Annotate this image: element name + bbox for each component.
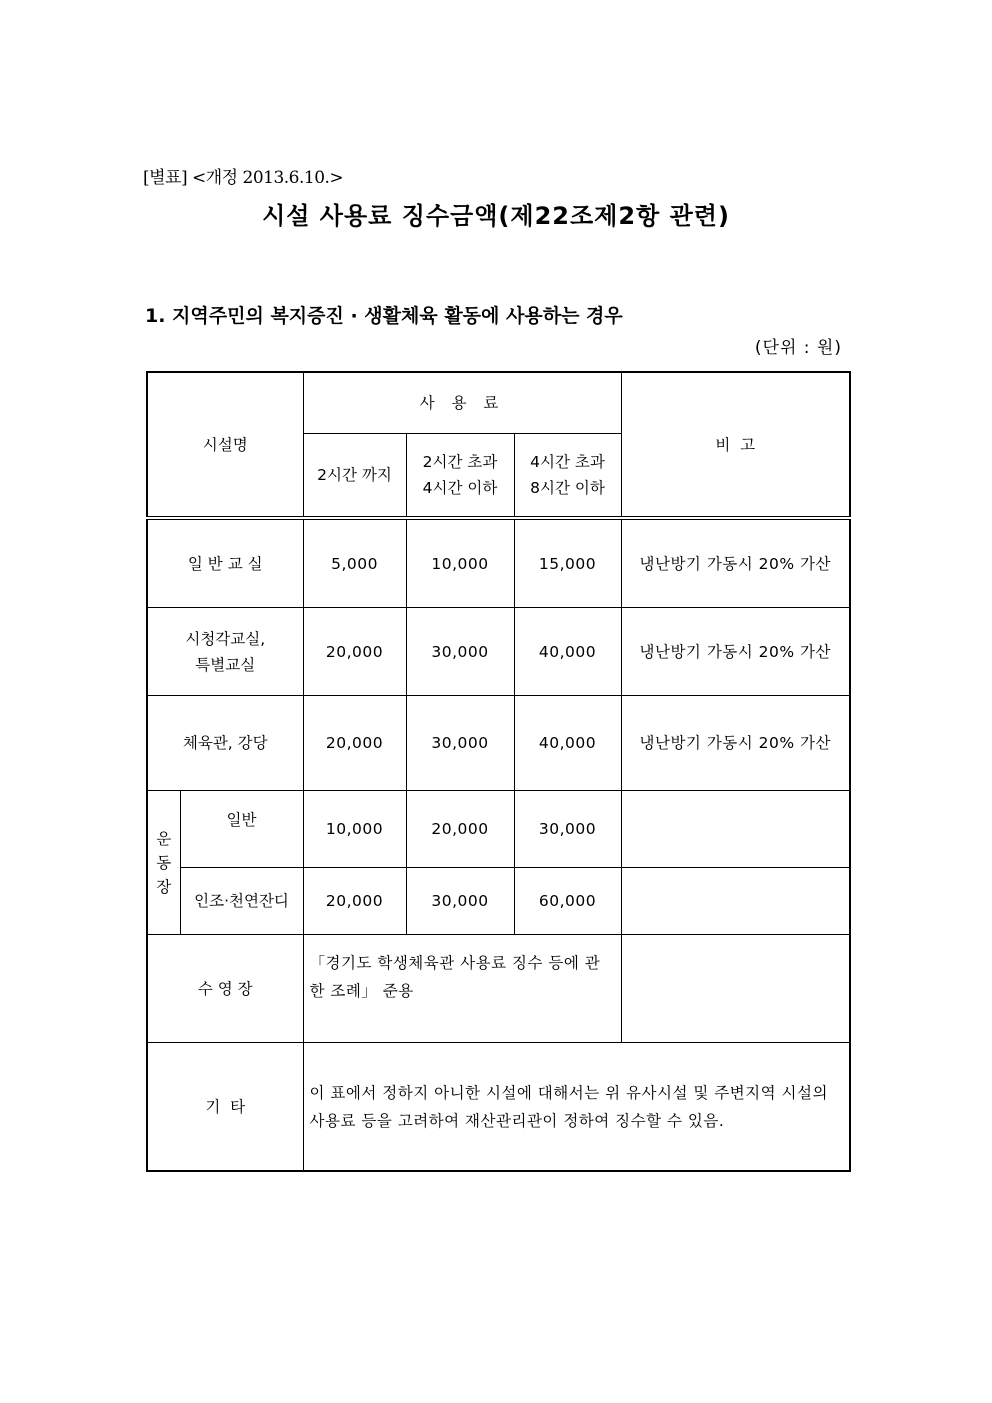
fee-cell: 15,000 (514, 518, 621, 608)
unit-label: (단위 : 원) (754, 338, 842, 358)
fee-cell: 10,000 (406, 518, 514, 608)
table-row (147, 696, 850, 791)
playground-label-char: 운 (156, 829, 172, 848)
section-heading: 1. 지역주민의 복지증진 · 생활체육 활동에 사용하는 경우 (145, 305, 623, 327)
fee-cell: 30,000 (406, 868, 514, 935)
playground-label-char: 동 (156, 853, 172, 872)
period-2-line2: 4시간 이하 (422, 479, 498, 497)
header-period-3 (514, 434, 621, 519)
facility-name-line1: 시청각교실, (185, 629, 266, 648)
fee-cell: 20,000 (303, 868, 406, 935)
remarks-cell (621, 791, 850, 868)
playground-label-char: 장 (156, 877, 172, 896)
header-remarks: 비 고 (621, 372, 850, 518)
table-row (147, 791, 850, 868)
fee-table (146, 371, 851, 1172)
fee-cell: 30,000 (406, 696, 514, 791)
period-3-line2: 8시간 이하 (530, 479, 605, 497)
fee-cell: 30,000 (514, 791, 621, 868)
playground-group-label (147, 791, 180, 935)
fee-cell: 60,000 (514, 868, 621, 935)
table-row (147, 1043, 850, 1172)
page-title: 시설 사용료 징수금액(제22조제2항 관련) (262, 202, 730, 230)
fee-cell: 40,000 (514, 608, 621, 696)
fee-cell: 20,000 (303, 608, 406, 696)
header-fee-group: 사 용 료 (303, 372, 621, 434)
facility-name: 수 영 장 (147, 935, 303, 1043)
table-row (147, 868, 850, 935)
table-row (147, 608, 850, 696)
remarks-cell (621, 935, 850, 1043)
header-period-1 (303, 434, 406, 519)
header-period-2 (406, 434, 514, 519)
remarks-cell: 냉난방기 가동시 20% 가산 (621, 608, 850, 696)
facility-name: 인조·천연잔디 (180, 868, 303, 935)
header-row-1 (147, 372, 850, 434)
facility-name (147, 608, 303, 696)
facility-name: 일반 (180, 791, 303, 868)
fee-cell: 20,000 (406, 791, 514, 868)
fee-cell: 5,000 (303, 518, 406, 608)
table-row (147, 935, 850, 1043)
remarks-cell: 냉난방기 가동시 20% 가산 (621, 696, 850, 791)
other-text: 이 표에서 정하지 아니한 시설에 대해서는 위 유사시설 및 주변지역 시설의 사용료 등을 고려하여 재산관리관이 정하여 징수할 수 있음. (303, 1043, 850, 1172)
period-1-label: 2시간 까지 (317, 466, 392, 484)
facility-name: 기 타 (147, 1043, 303, 1172)
revision-note: [별표] <개정 2013.6.10.> (143, 168, 344, 188)
period-2-line1: 2시간 초과 (422, 453, 498, 471)
facility-name: 일 반 교 실 (147, 518, 303, 608)
facility-name-line2: 특별교실 (195, 655, 256, 674)
remarks-cell: 냉난방기 가동시 20% 가산 (621, 518, 850, 608)
fee-cell: 30,000 (406, 608, 514, 696)
pool-fee-text: 「경기도 학생체육관 사용료 징수 등에 관한 조례」 준용 (303, 935, 621, 1043)
period-3-line1: 4시간 초과 (530, 453, 605, 471)
header-facility: 시설명 (147, 372, 303, 518)
fee-cell: 10,000 (303, 791, 406, 868)
remarks-cell (621, 868, 850, 935)
fee-cell: 40,000 (514, 696, 621, 791)
fee-cell: 20,000 (303, 696, 406, 791)
facility-name: 체육관, 강당 (147, 696, 303, 791)
table-row (147, 518, 850, 608)
